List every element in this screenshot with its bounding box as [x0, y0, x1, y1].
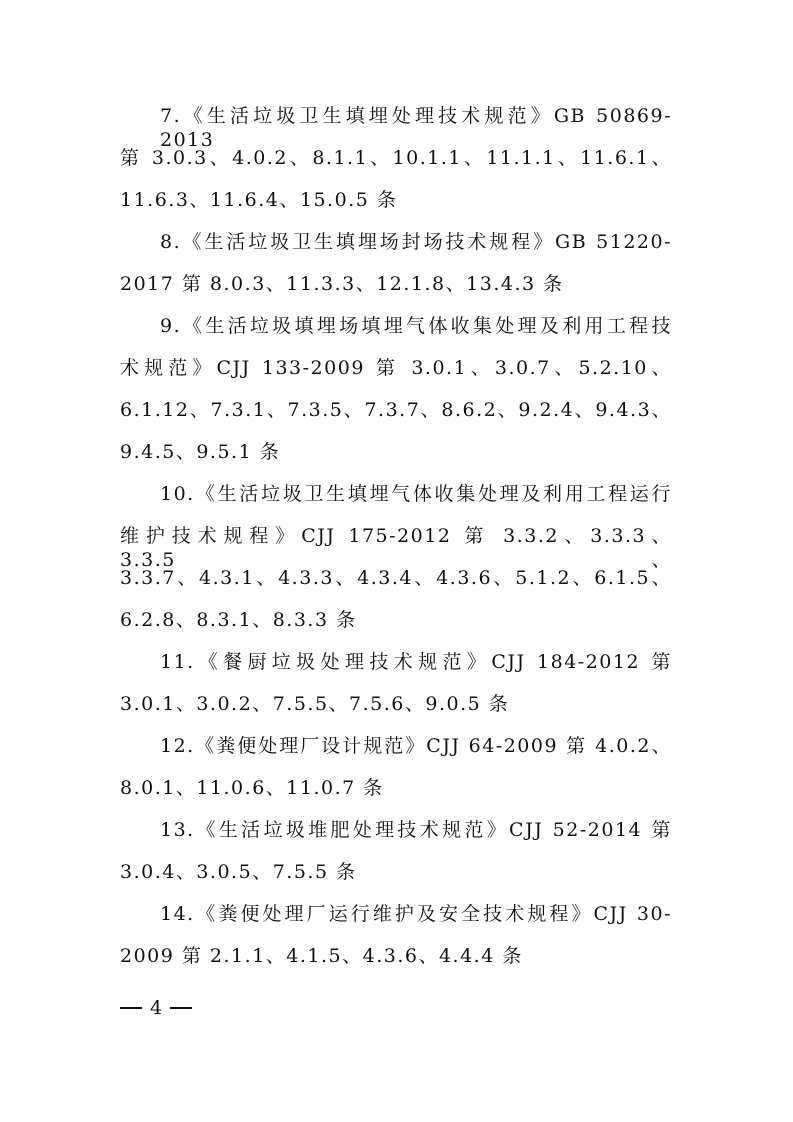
text-line-2: 第 3.0.3、4.0.2、8.1.1、10.1.1、11.1.1、11.6.1、 — [120, 147, 672, 169]
text-line-9: 9.4.5、9.5.1 条 — [120, 441, 281, 463]
text-line-1: 7.《生活垃圾卫生填埋处理技术规范》GB 50869-2013 — [160, 105, 672, 151]
footer-dash-right — [170, 1007, 192, 1009]
text-line-8: 6.1.12、7.3.1、7.3.5、7.3.7、8.6.2、9.2.4、9.4.3、 — [120, 399, 672, 421]
text-line-7: 术规范》CJJ 133-2009 第 3.0.1、3.0.7、5.2.10、 — [120, 357, 672, 379]
text-line-14: 11.《餐厨垃圾处理技术规范》CJJ 184-2012 第 — [160, 651, 672, 673]
text-line-12: 3.3.7、4.3.1、4.3.3、4.3.4、4.3.6、5.1.2、6.1.5、 — [120, 567, 672, 589]
text-line-17: 8.0.1、11.0.6、11.0.7 条 — [120, 777, 384, 799]
text-line-21: 2009 第 2.1.1、4.1.5、4.3.6、4.4.4 条 — [120, 945, 523, 967]
text-line-6: 9.《生活垃圾填埋场填埋气体收集处理及利用工程技 — [160, 315, 672, 337]
text-line-13: 6.2.8、8.3.1、8.3.3 条 — [120, 609, 357, 631]
text-line-19: 3.0.4、3.0.5、7.5.5 条 — [120, 861, 357, 883]
page-footer — [120, 996, 192, 1020]
text-line-5: 2017 第 8.0.3、11.3.3、12.1.8、13.4.3 条 — [120, 273, 564, 295]
text-line-16: 12.《粪便处理厂设计规范》CJJ 64-2009 第 4.0.2、 — [160, 735, 672, 757]
text-line-11: 维护技术规程》CJJ 175-2012 第 3.3.2、3.3.3、3.3.5、 — [120, 525, 672, 571]
footer-dash-left — [120, 1007, 142, 1009]
text-line-15: 3.0.1、3.0.2、7.5.5、7.5.6、9.0.5 条 — [120, 693, 510, 715]
text-line-18: 13.《生活垃圾堆肥处理技术规范》CJJ 52-2014 第 — [160, 819, 672, 841]
text-line-10: 10.《生活垃圾卫生填埋气体收集处理及利用工程运行 — [160, 483, 672, 505]
page-number: 4 — [150, 997, 163, 1019]
text-line-4: 8.《生活垃圾卫生填埋场封场技术规程》GB 51220- — [160, 231, 672, 253]
text-line-20: 14.《粪便处理厂运行维护及安全技术规程》CJJ 30- — [160, 903, 672, 925]
text-line-3: 11.6.3、11.6.4、15.0.5 条 — [120, 189, 398, 211]
